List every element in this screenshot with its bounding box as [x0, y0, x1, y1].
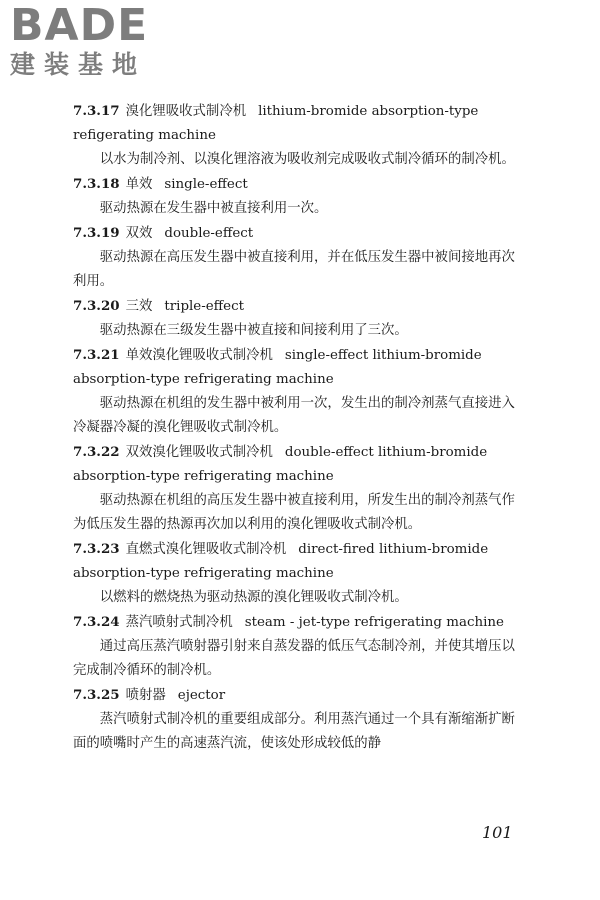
term-definition: 驱动热源在发生器中被直接利用一次。 — [99, 201, 328, 216]
term-entry-7-3-22 — [73, 440, 525, 537]
term-entry-7-3-24 — [73, 610, 525, 683]
term-definition: 驱动热源在高压发生器中被直接利用，并在低压发生器中被间接地再次利用。 — [73, 250, 515, 289]
term-entry-7-3-23 — [73, 537, 525, 610]
term-english: direct-fired lithium-bromide absorption-type refrigerating machine — [73, 542, 489, 581]
term-chinese: 蒸汽喷射式制冷机 — [125, 615, 233, 630]
term-chinese: 单效溴化锂吸收式制冷机 — [125, 348, 273, 363]
term-definition: 通过高压蒸汽喷射器引射来自蒸发器的低压气态制冷剂，并使其增压以完成制冷循环的制冷机。 — [73, 639, 515, 678]
term-chinese: 双效溴化锂吸收式制冷机 — [125, 445, 273, 460]
term-entry-7-3-17 — [73, 99, 525, 172]
term-english: lithium-bromide absorption-type refigerating machine — [73, 104, 479, 143]
term-chinese: 三效 — [125, 299, 153, 314]
term-heading — [73, 172, 525, 197]
term-number: 7.3.24 — [73, 614, 120, 630]
term-chinese: 双效 — [125, 226, 153, 241]
term-number: 7.3.25 — [73, 687, 120, 703]
term-heading — [73, 610, 525, 635]
term-number: 7.3.22 — [73, 444, 120, 460]
term-entry-7-3-25 — [73, 683, 525, 756]
term-number: 7.3.21 — [73, 347, 120, 363]
term-english: ejector — [177, 688, 226, 703]
term-number: 7.3.20 — [73, 298, 120, 314]
term-english: steam - jet-type refrigerating machine — [244, 615, 504, 630]
term-heading — [73, 440, 525, 489]
term-definition: 驱动热源在机组的高压发生器中被直接利用，所发生出的制冷剂蒸气作为低压发生器的热源再次加以利用的溴化锂吸收式制冷机。 — [73, 493, 515, 532]
term-entry-7-3-21 — [73, 343, 525, 440]
term-entry-7-3-19 — [73, 221, 525, 294]
page-content — [73, 99, 525, 756]
logo-wordmark: BADE — [10, 0, 149, 51]
term-english: single-effect lithium-bromide absorption-type refrigerating machine — [73, 348, 482, 387]
term-chinese: 溴化锂吸收式制冷机 — [125, 104, 247, 119]
term-heading — [73, 294, 525, 319]
term-entry-7-3-18 — [73, 172, 525, 221]
term-definition: 以水为制冷剂、以溴化锂溶液为吸收剂完成吸收式制冷循环的制冷机。 — [99, 152, 515, 167]
term-chinese: 喷射器 — [125, 688, 166, 703]
term-chinese: 直燃式溴化锂吸收式制冷机 — [125, 542, 287, 557]
term-number: 7.3.18 — [73, 176, 120, 192]
term-definition: 驱动热源在三级发生器中被直接和间接利用了三次。 — [99, 323, 408, 338]
term-definition: 以燃料的燃烧热为驱动热源的溴化锂吸收式制冷机。 — [99, 590, 408, 605]
term-heading — [73, 683, 525, 708]
term-number: 7.3.19 — [73, 225, 120, 241]
term-heading — [73, 537, 525, 586]
watermark-logo — [10, 0, 180, 80]
term-heading — [73, 343, 525, 392]
logo-subtitle: 建装基地 — [10, 50, 147, 79]
term-english: double-effect — [164, 226, 254, 241]
term-english: single-effect — [164, 177, 248, 192]
term-definition: 蒸汽喷射式制冷机的重要组成部分。利用蒸汽通过一个具有渐缩渐扩断面的喷嘴时产生的高速蒸汽流，使该处形成较低的静 — [73, 712, 515, 751]
term-definition: 驱动热源在机组的发生器中被利用一次，发生出的制冷剂蒸气直接进入冷凝器冷凝的溴化锂吸收式制冷机。 — [73, 396, 515, 435]
term-entry-7-3-20 — [73, 294, 525, 343]
term-number: 7.3.23 — [73, 541, 120, 557]
term-chinese: 单效 — [125, 177, 153, 192]
page-number: 101 — [482, 823, 513, 842]
term-english: double-effect lithium-bromide absorption-type refrigerating machine — [73, 445, 488, 484]
term-heading — [73, 221, 525, 246]
term-english: triple-effect — [164, 299, 244, 314]
term-number: 7.3.17 — [73, 103, 120, 119]
term-heading — [73, 99, 525, 148]
